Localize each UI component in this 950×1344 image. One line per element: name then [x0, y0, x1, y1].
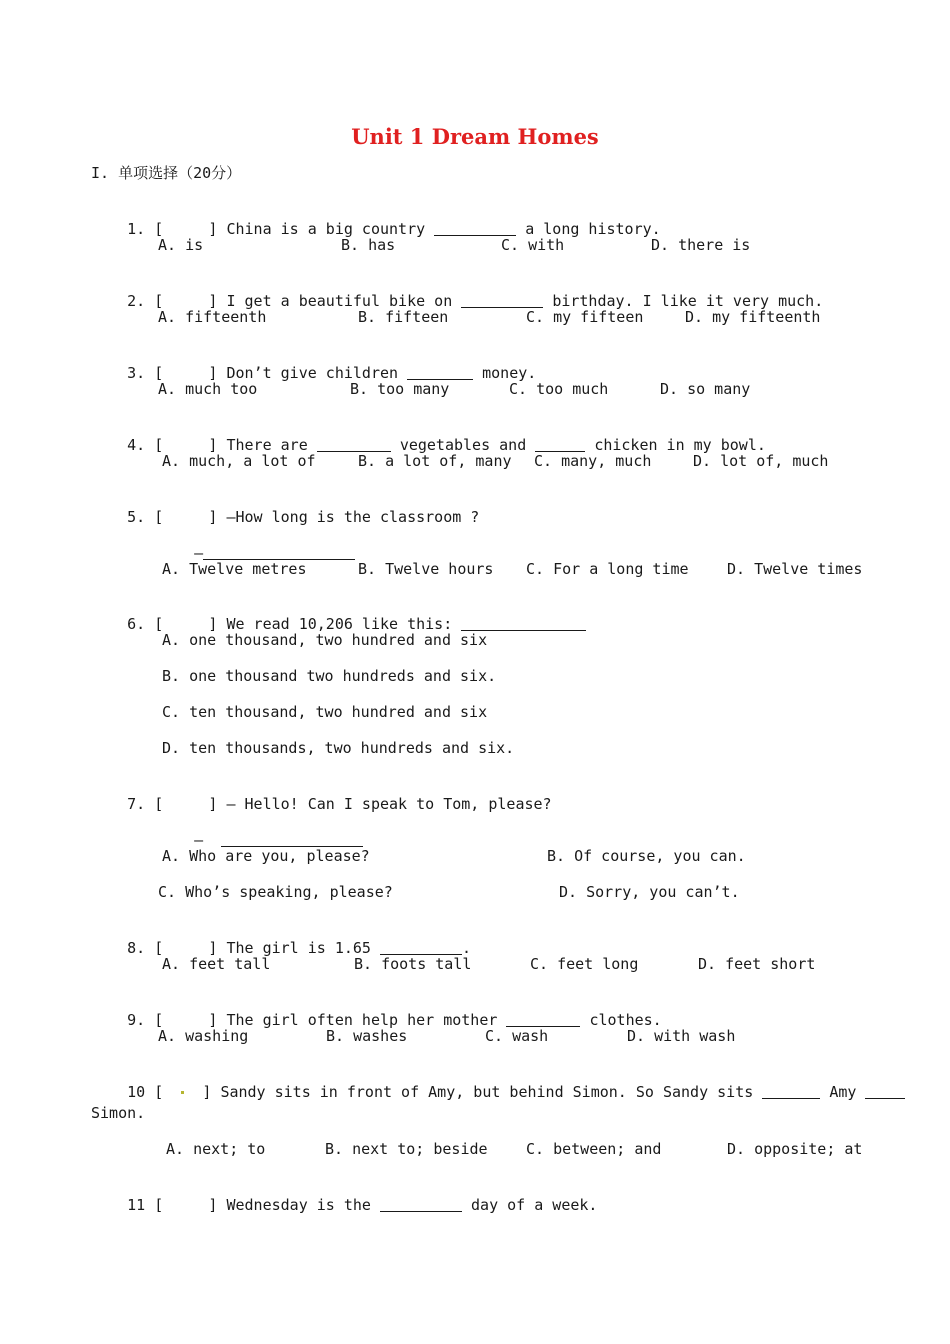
option-a: A. one thousand, two hundred and six [162, 631, 488, 649]
question-number: 6. [ [127, 615, 164, 633]
option-d: D. feet short [698, 955, 816, 973]
question-text: There are [226, 436, 308, 454]
question-number: 9. [ [127, 1011, 164, 1029]
response-dash: — [194, 831, 204, 849]
question-10 [91, 1062, 905, 1122]
option-b: B. too many [350, 380, 450, 398]
option-d: D. with wash [627, 1027, 736, 1045]
scan-mark [181, 1091, 184, 1094]
question-text: The girl is 1.65 [226, 939, 371, 957]
option-c: C. wash [485, 1027, 549, 1045]
question-text-end: clothes. [589, 1011, 662, 1029]
option-c: C. feet long [530, 955, 639, 973]
option-d: D. my fifteenth [685, 308, 821, 326]
option-c: C. too much [509, 380, 609, 398]
answer-bracket-close: ] [208, 436, 218, 454]
question-number: 7. [ [127, 795, 164, 813]
answer-blank[interactable] [380, 1197, 462, 1212]
option-d: D. Sorry, you can’t. [559, 883, 740, 901]
option-c: C. Who’s speaking, please? [158, 883, 393, 901]
answer-blank[interactable] [762, 1084, 820, 1099]
question-text: —How long is the classroom ? [226, 508, 480, 526]
option-c: C. For a long time [526, 560, 689, 578]
option-b: B. Of course, you can. [547, 847, 746, 865]
answer-bracket-close: ] [208, 795, 218, 813]
response-blank[interactable] [221, 832, 363, 847]
question-text: — Hello! Can I speak to Tom, please? [226, 795, 552, 813]
option-c: C. with [501, 236, 565, 254]
question-number: 4. [ [127, 436, 164, 454]
answer-blank[interactable] [380, 940, 462, 955]
option-d: D. so many [660, 380, 751, 398]
option-a: A. fifteenth [158, 308, 267, 326]
option-b: B. next to; beside [325, 1140, 488, 1158]
question-number: 5. [ [127, 508, 164, 526]
option-a: A. washing [158, 1027, 249, 1045]
option-b: B. a lot of, many [358, 452, 512, 470]
answer-blank[interactable] [407, 365, 473, 380]
question-number: 3. [ [127, 364, 164, 382]
option-c: C. ten thousand, two hundred and six [162, 703, 488, 721]
answer-blank-2[interactable] [535, 437, 585, 452]
option-c: C. many, much [534, 452, 652, 470]
option-c: C. between; and [526, 1140, 662, 1158]
page-title: Unit 1 Dream Homes [351, 124, 599, 149]
option-d: D. opposite; at [727, 1140, 863, 1158]
answer-bracket-close: ] [208, 1011, 218, 1029]
question-text-mid: vegetables and [399, 436, 527, 454]
question-text-end: day of a week. [471, 1196, 598, 1214]
option-a: A. much, a lot of [162, 452, 316, 470]
answer-bracket-close: ] [208, 508, 218, 526]
question-text: The girl often help her mother [226, 1011, 498, 1029]
answer-bracket-close: ] [208, 939, 218, 957]
option-a: A. Who are you, please? [162, 847, 370, 865]
response-blank[interactable] [203, 545, 355, 560]
question-text-mid: Amy [829, 1083, 857, 1101]
answer-bracket-close: ] [208, 220, 218, 238]
question-text: China is a big country [226, 220, 426, 238]
option-b: B. Twelve hours [358, 560, 494, 578]
answer-bracket-close: ] [208, 292, 218, 310]
option-d: D. ten thousands, two hundreds and six. [162, 739, 515, 757]
question-text-end: a long history. [525, 220, 661, 238]
option-b: B. washes [326, 1027, 408, 1045]
option-a: A. much too [158, 380, 258, 398]
question-number: 10 [ [127, 1083, 164, 1101]
answer-blank[interactable] [461, 616, 586, 631]
question-text-end: . [462, 939, 472, 957]
answer-blank[interactable] [461, 293, 543, 308]
option-b: B. one thousand two hundreds and six. [162, 667, 497, 685]
response-dash: — [194, 544, 204, 562]
option-a: A. Twelve metres [162, 560, 307, 578]
answer-bracket-close: ] [208, 364, 218, 382]
option-b: B. foots tall [354, 955, 472, 973]
question-text: Sandy sits in front of Amy, but behind Simon. So Sandy sits [220, 1083, 754, 1101]
question-text: I get a beautiful bike on [226, 292, 453, 310]
answer-blank[interactable] [506, 1012, 580, 1027]
question-11 [91, 1175, 597, 1235]
question-text: We read 10,206 like this: [226, 615, 453, 633]
answer-blank[interactable] [434, 221, 516, 236]
question-text-end: chicken in my bowl. [594, 436, 766, 454]
option-d: D. lot of, much [693, 452, 829, 470]
answer-blank-2[interactable] [865, 1084, 905, 1099]
answer-bracket-close: ] [208, 615, 218, 633]
option-a: A. is [158, 236, 204, 254]
option-a: A. next; to [166, 1140, 266, 1158]
question-text: Wednesday is the [226, 1196, 371, 1214]
option-d: D. there is [651, 236, 751, 254]
question-number: 1. [ [127, 220, 164, 238]
option-c: C. my fifteen [526, 308, 644, 326]
question-10-wrap: Simon. [91, 1104, 146, 1122]
question-text-end: money. [482, 364, 537, 382]
answer-bracket-close: ] [208, 1196, 218, 1214]
question-number: 11 [ [127, 1196, 164, 1214]
question-text: Don’t give children [226, 364, 399, 382]
answer-blank[interactable] [317, 437, 391, 452]
option-b: B. fifteen [358, 308, 449, 326]
question-number: 8. [ [127, 939, 164, 957]
option-d: D. Twelve times [727, 560, 863, 578]
answer-bracket-close: ] [202, 1083, 212, 1101]
question-text-end: birthday. I like it very much. [552, 292, 824, 310]
option-b: B. has [341, 236, 396, 254]
section-heading: I. 单项选择（20分） [91, 164, 242, 182]
question-number: 2. [ [127, 292, 164, 310]
option-a: A. feet tall [162, 955, 271, 973]
